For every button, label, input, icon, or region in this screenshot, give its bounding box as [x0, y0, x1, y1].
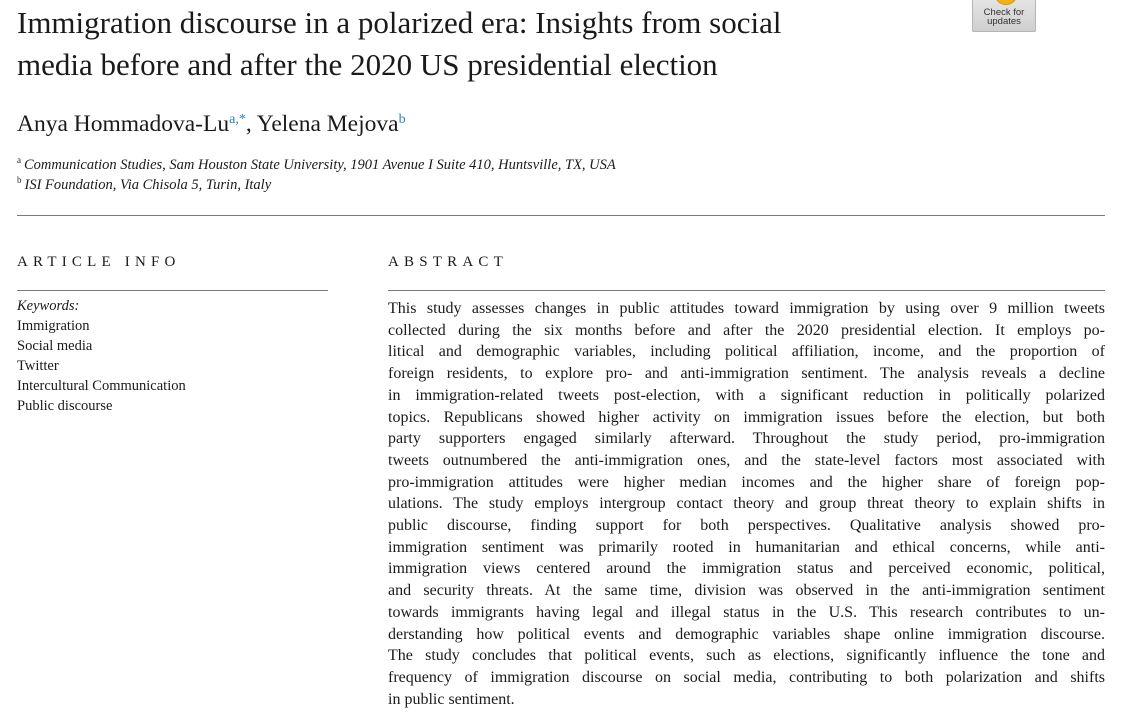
abstract-line: collected during the six months before and after the 2020 presidential election. It employs po- — [388, 321, 1105, 339]
keywords-label: Keywords: — [17, 298, 80, 314]
keywords-section — [17, 296, 186, 416]
affiliation-text: ISI Foundation, Via Chisola 5, Turin, Italy — [24, 177, 272, 193]
abstract-line: foreign residents, to explore pro- and anti-immigration sentiment. The analysis reveals a decline — [388, 365, 1105, 383]
abstract-line: in public sentiment. — [388, 690, 515, 708]
affiliation — [17, 177, 271, 194]
abstract-line: topics. Republicans showed higher activity on immigration issues before the election, but both — [388, 408, 1105, 426]
abstract-line: frequency of immigration discourse on social media, contributing to both polarization and shifts — [388, 668, 1105, 686]
keyword-item: Twitter — [17, 358, 59, 374]
affiliation-mark: a — [17, 155, 21, 165]
affiliation — [17, 157, 616, 174]
check-updates-label: updates — [987, 16, 1021, 27]
abstract-line: immigration views centered around the immigration status and perceived economic, political, — [388, 560, 1105, 578]
abstract-line: in immigration-related tweets post-election, with a significant reduction in politically polarized — [388, 386, 1105, 404]
keyword-item: Social media — [17, 338, 93, 354]
keyword-item: Immigration — [17, 318, 90, 334]
author-affiliation-link[interactable]: a,* — [229, 112, 246, 127]
article-info-divider — [17, 290, 328, 291]
author-affiliation-link[interactable]: b — [398, 112, 406, 127]
abstract-body — [388, 298, 1105, 710]
header-divider — [17, 215, 1105, 216]
author-separator: , — [245, 111, 257, 137]
author-name: Yelena Mejova — [256, 111, 399, 137]
article-title-line: media before and after the 2020 US presidential election — [17, 47, 718, 82]
abstract-heading: ABSTRACT — [388, 254, 508, 270]
abstract-line: party supporters engaged similarly afterward. Throughout the study period, pro-immigration — [388, 430, 1105, 448]
abstract-divider — [388, 290, 1105, 291]
abstract-line: public discourse, finding support for both perspectives. Qualitative analysis showed pro- — [388, 517, 1105, 535]
abstract-line: This study assesses changes in public attitudes toward immigration by using over 9 million tweets — [388, 300, 1105, 317]
abstract-line: The study concludes that political events, such as elections, significantly influence the tone and — [388, 647, 1105, 665]
keyword-item: Public discourse — [17, 398, 113, 414]
check-updates-label: Check for — [983, 7, 1025, 18]
check-updates-icon — [995, 0, 1017, 5]
article-title — [17, 2, 947, 86]
abstract-line: towards immigrants having legal and illegal status in the U.S. This research contributes to un- — [388, 603, 1105, 621]
abstract-line: and security threats. At the same time, division was observed in the anti-immigration sentiment — [388, 582, 1105, 600]
abstract-line: pro-immigration attitudes were higher median incomes and the higher share of foreign pop- — [388, 473, 1105, 491]
abstract-line: ulations. The study employs intergroup contact theory and group threat theory to explain shifts in — [388, 495, 1105, 513]
author-name: Anya Hommadova-Lu — [17, 111, 230, 137]
article-info-heading: ARTICLE INFO — [17, 254, 181, 270]
abstract-line: litical and demographic variables, including political affiliation, income, and the proportion of — [388, 343, 1105, 361]
abstract-line: derstanding how political events and demographic variables shape online immigration discourse. — [388, 625, 1105, 643]
abstract-line: tweets outnumbered the anti-immigration ones, and the state-level factors most associated with — [388, 451, 1105, 469]
abstract-line: immigration sentiment was primarily rooted in humanitarian and ethical concerns, while anti- — [388, 538, 1105, 556]
author-list — [17, 109, 406, 139]
check-for-updates-button[interactable] — [972, 0, 1036, 32]
article-title-line: Immigration discourse in a polarized era: Insights from social — [17, 5, 782, 40]
affiliation-mark: b — [17, 175, 22, 185]
affiliation-text: Communication Studies, Sam Houston State University, 1901 Avenue I Suite 410, Huntsville, TX, USA — [24, 157, 616, 173]
keyword-item: Intercultural Communication — [17, 378, 186, 394]
